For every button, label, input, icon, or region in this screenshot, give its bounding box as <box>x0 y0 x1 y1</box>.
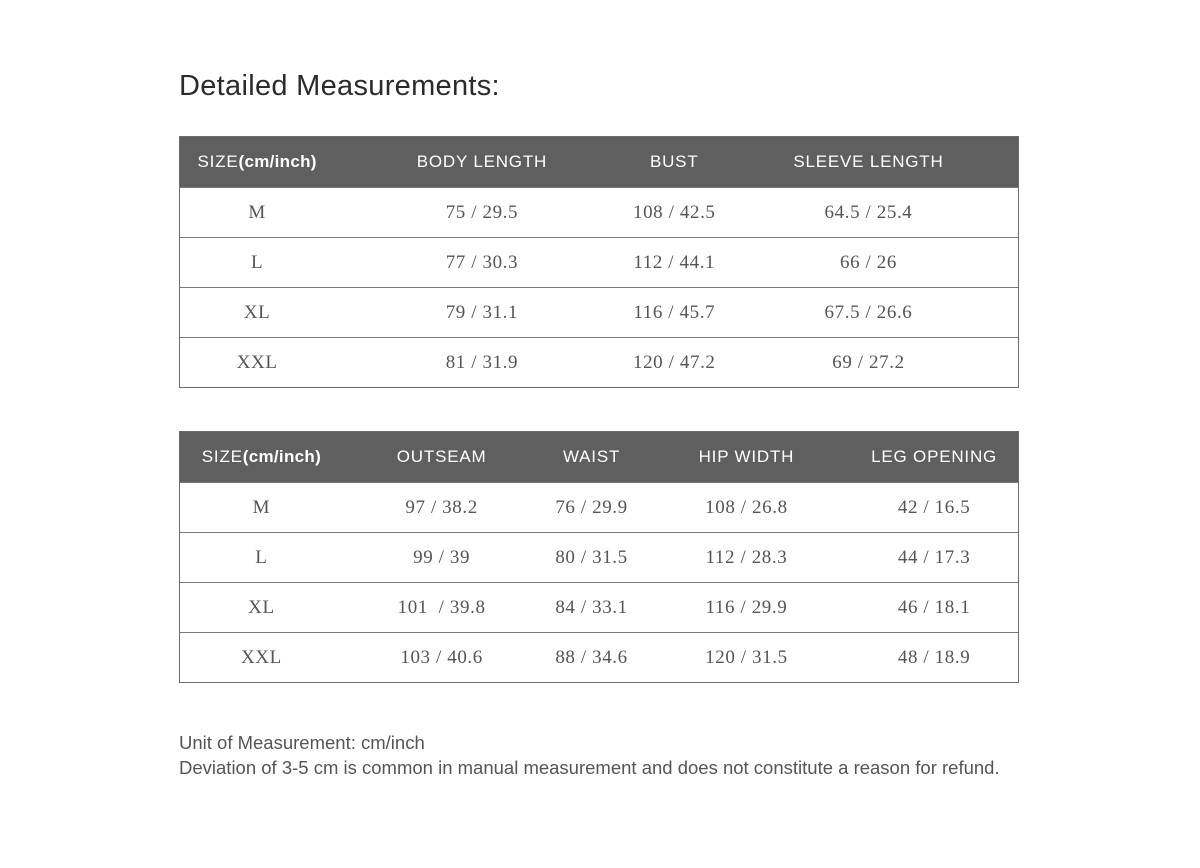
bust-cell: 108 / 42.5 <box>632 201 716 223</box>
hip-width-cell: 120 / 31.5 <box>705 646 788 668</box>
size-cell: XXL <box>236 351 278 373</box>
size-unit: (cm/inch) <box>238 152 317 171</box>
waist-cell: 80 / 31.5 <box>555 546 628 568</box>
bottoms-measurement-table <box>179 431 1019 683</box>
size-cell: L <box>255 546 268 568</box>
body-length-cell: 79 / 31.1 <box>445 301 519 323</box>
table-row <box>180 582 1018 632</box>
column-header-leg-opening: LEG OPENING <box>871 447 998 466</box>
size-cell: M <box>248 201 266 223</box>
size-label: SIZE <box>201 447 243 466</box>
table-row <box>180 632 1018 682</box>
bust-cell: 120 / 47.2 <box>632 351 716 373</box>
column-header-hip-width: HIP WIDTH <box>698 447 795 466</box>
sleeve-length-cell: 67.5 / 26.6 <box>824 301 913 323</box>
size-unit: (cm/inch) <box>242 447 322 466</box>
bust-cell: 112 / 44.1 <box>633 251 716 273</box>
tops-measurement-table <box>179 136 1019 388</box>
body-length-cell: 81 / 31.9 <box>445 351 519 373</box>
table-row <box>180 337 1018 387</box>
size-cell: M <box>252 496 271 518</box>
table-row <box>180 187 1018 237</box>
size-cell: XL <box>243 301 271 323</box>
outseam-cell: 99 / 39 <box>413 546 471 568</box>
column-header-sleeve-length: SLEEVE LENGTH <box>793 152 944 171</box>
hip-width-cell: 112 / 28.3 <box>705 546 788 568</box>
column-header-waist: WAIST <box>562 447 621 466</box>
table-header <box>180 137 1018 187</box>
outseam-cell: 97 / 38.2 <box>405 496 478 518</box>
table-row <box>180 532 1018 582</box>
page-title: Detailed Measurements: <box>179 70 500 102</box>
size-cell: L <box>251 251 264 273</box>
leg-opening-cell: 48 / 18.9 <box>897 646 971 668</box>
bust-cell: 116 / 45.7 <box>633 301 716 323</box>
column-header-bust: BUST <box>649 152 699 171</box>
body-length-cell: 75 / 29.5 <box>445 201 519 223</box>
size-cell: XL <box>248 596 275 618</box>
sleeve-length-cell: 64.5 / 25.4 <box>824 201 913 223</box>
table-row <box>180 482 1018 532</box>
table-row <box>180 237 1018 287</box>
measurement-notes <box>179 730 1000 780</box>
sleeve-length-cell: 66 / 26 <box>839 251 897 273</box>
waist-cell: 76 / 29.9 <box>555 496 628 518</box>
outseam-cell: 101 / 39.8 <box>397 596 486 618</box>
waist-cell: 88 / 34.6 <box>555 646 628 668</box>
size-column-header <box>180 152 334 172</box>
leg-opening-cell: 44 / 17.3 <box>897 546 971 568</box>
sleeve-length-cell: 69 / 27.2 <box>832 351 905 373</box>
column-header-body-length: BODY LENGTH <box>416 152 548 171</box>
body-length-cell: 77 / 30.3 <box>445 251 519 273</box>
size-column-header <box>180 447 343 467</box>
table-row <box>180 287 1018 337</box>
outseam-cell: 103 / 40.6 <box>400 646 483 668</box>
leg-opening-cell: 46 / 18.1 <box>897 596 971 618</box>
size-cell: XXL <box>240 646 282 668</box>
hip-width-cell: 116 / 29.9 <box>705 596 788 618</box>
hip-width-cell: 108 / 26.8 <box>705 496 788 518</box>
column-header-outseam: OUTSEAM <box>396 447 487 466</box>
unit-note: Unit of Measurement: cm/inch <box>179 732 425 753</box>
table-header <box>180 432 1018 482</box>
leg-opening-cell: 42 / 16.5 <box>897 496 971 518</box>
deviation-note: Deviation of 3-5 cm is common in manual measurement and does not constitute a reason for refund. <box>179 757 1000 778</box>
size-label: SIZE <box>197 152 239 171</box>
waist-cell: 84 / 33.1 <box>555 596 628 618</box>
